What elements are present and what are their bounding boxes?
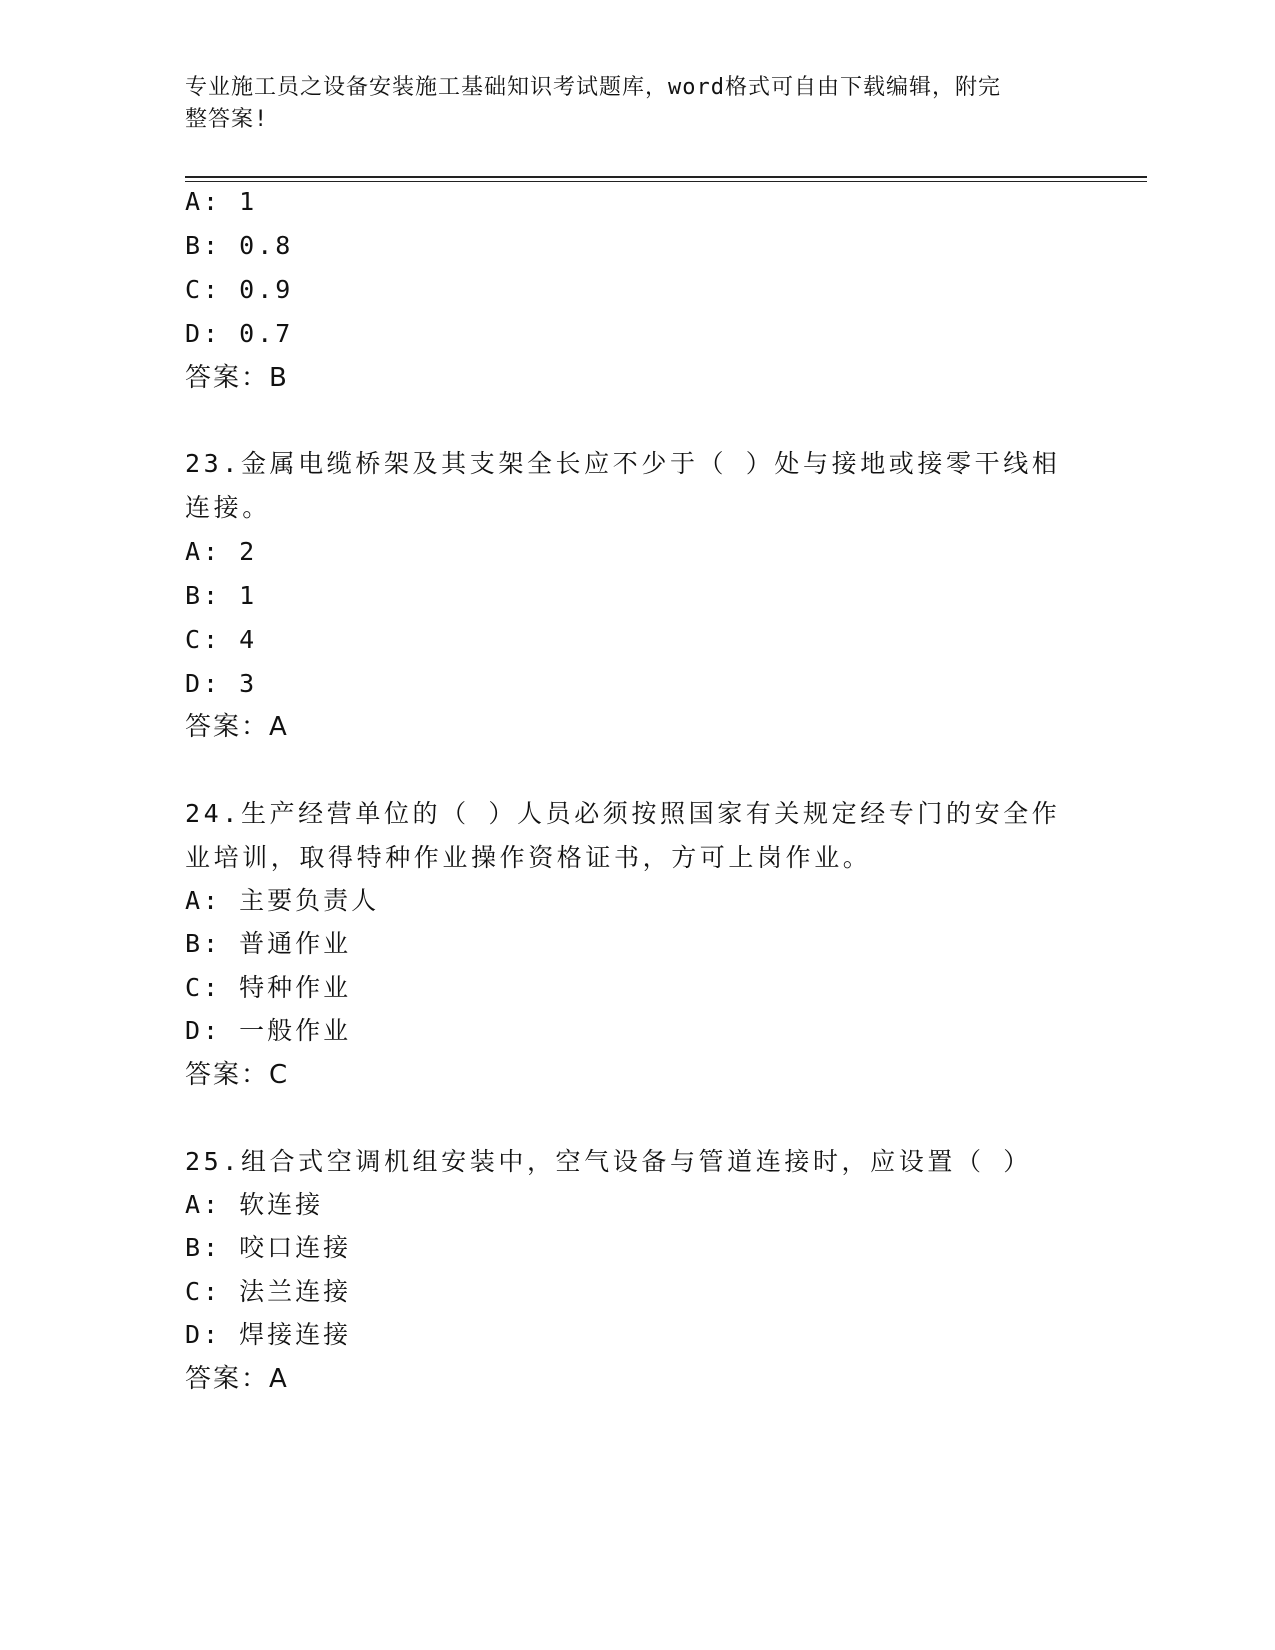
q25-text-line-1: 25.组合式空调机组安装中，空气设备与管道连接时，应设置（ ）	[185, 1147, 1032, 1176]
header-line-1: 专业施工员之设备安装施工基础知识考试题库，word格式可自由下载编辑，附完	[185, 75, 1001, 100]
q23-option-d: D: 3	[185, 669, 258, 698]
q24-answer: 答案：C	[185, 1060, 290, 1090]
q22-option-b: B: 0.8	[185, 231, 294, 260]
header-divider-thin	[185, 181, 1147, 182]
q24-option-a: A: 主要负责人	[185, 886, 380, 915]
document-header	[185, 72, 1065, 136]
q25-answer: 答案：A	[185, 1364, 289, 1394]
q25-option-b: B: 咬口连接	[185, 1233, 352, 1262]
q23-option-c: C: 4	[185, 625, 258, 654]
header-line-2: 整答案!	[185, 107, 269, 132]
q24-text-line-2: 业培训，取得特种作业操作资格证书，方可上岗作业。	[185, 843, 872, 872]
q22-answer: 答案：B	[185, 363, 289, 393]
q23-option-b: B: 1	[185, 581, 258, 610]
header-divider-thick	[185, 176, 1147, 178]
q24-text-line-1: 24.生产经营单位的（ ）人员必须按照国家有关规定经专门的安全作	[185, 799, 1061, 828]
q25-option-c: C: 法兰连接	[185, 1277, 352, 1306]
q22-option-a: A: 1	[185, 187, 258, 216]
q22-option-c: C: 0.9	[185, 275, 294, 304]
q25-option-d: D: 焊接连接	[185, 1320, 352, 1349]
q24-option-c: C: 特种作业	[185, 973, 352, 1002]
q23-option-a: A: 2	[185, 537, 258, 566]
q23-text-line-2: 连接。	[185, 493, 271, 522]
q23-answer: 答案：A	[185, 712, 289, 742]
q22-option-d: D: 0.7	[185, 319, 294, 348]
q24-option-d: D: 一般作业	[185, 1016, 352, 1045]
q25-option-a: A: 软连接	[185, 1190, 324, 1219]
q23-text-line-1: 23.金属电缆桥架及其支架全长应不少于（ ）处与接地或接零干线相	[185, 449, 1061, 478]
q24-option-b: B: 普通作业	[185, 929, 352, 958]
